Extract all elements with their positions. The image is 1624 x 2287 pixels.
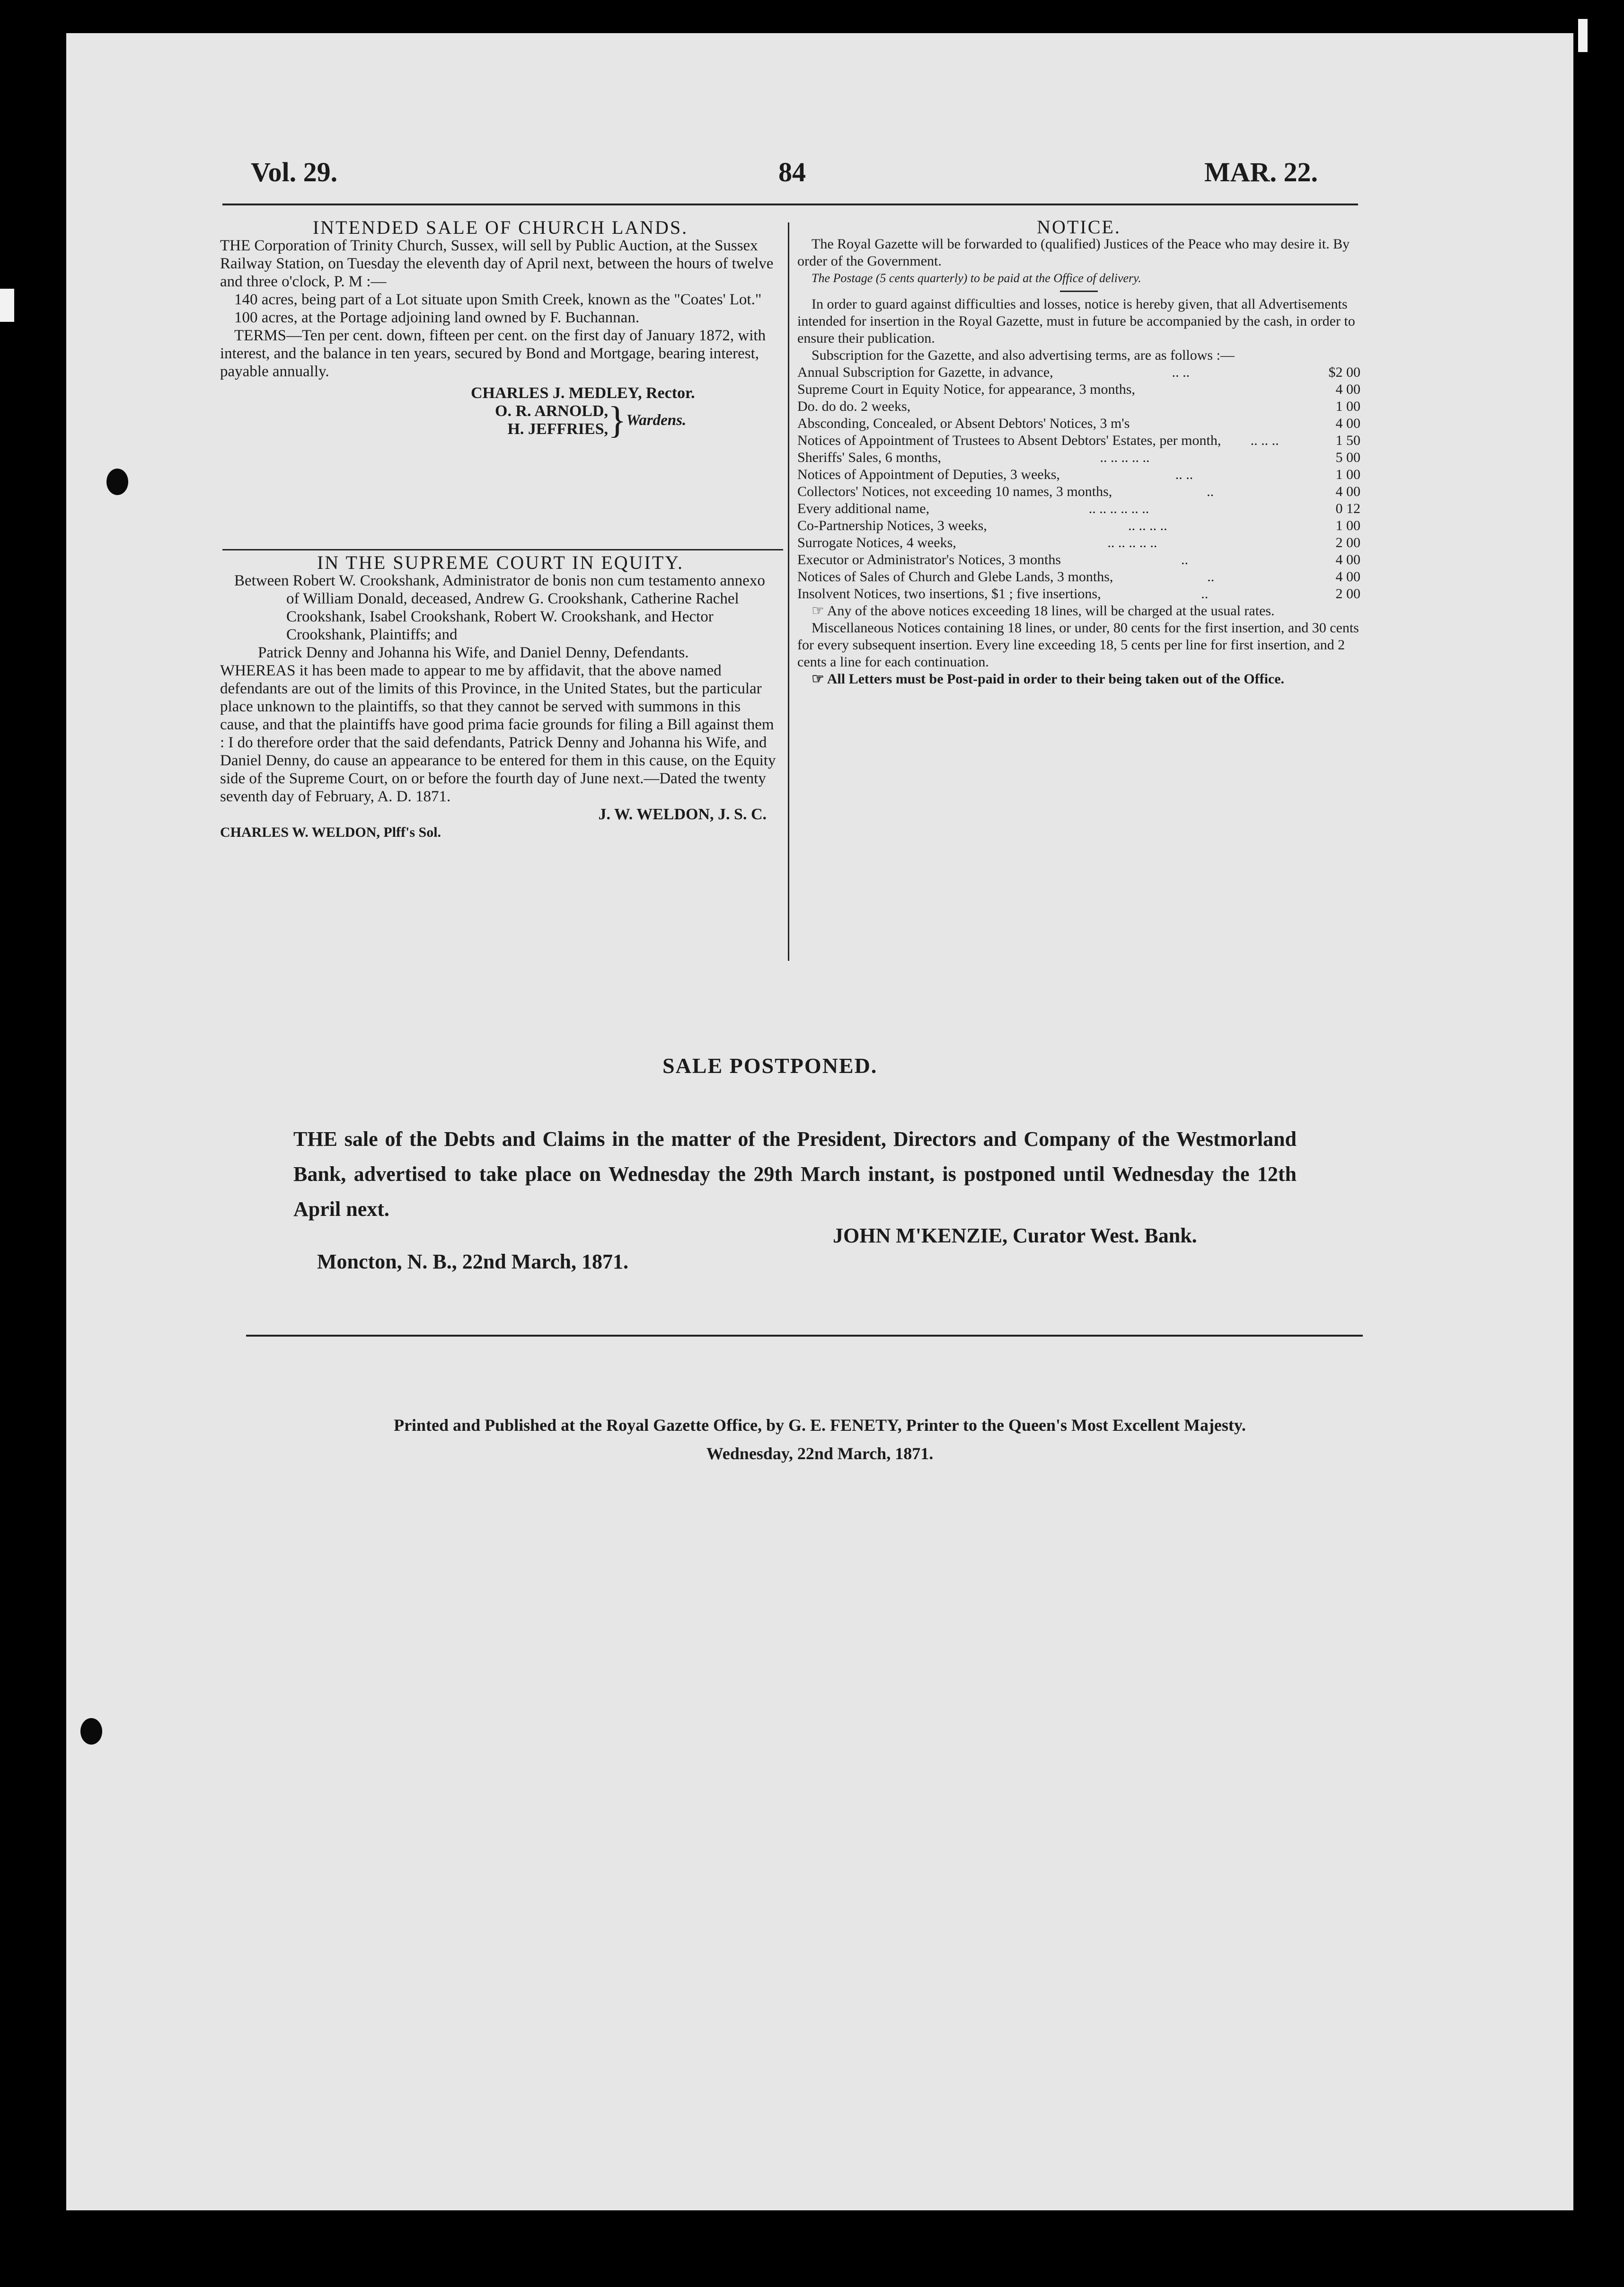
fee-label: Notices of Appointment of Deputies, 3 weeks, [797,467,1060,482]
footer-rule [246,1335,1363,1337]
fee-leader: .. .. .. [1250,433,1279,448]
fee-label: Do. do do. 2 weeks, [797,399,911,414]
wardens-label: Wardens. [626,412,687,429]
sale-body: THE sale of the Debts and Claims in the matter of the President, Directors and Company of the Westmorland Bank, advertised to take place on Wednesday the 29th March instant, is postponed until Wednesday the 12th April next. [293,1127,1297,1221]
imprint-date: Wednesday, 22nd March, 1871. [706,1444,934,1463]
punch-hole [106,469,128,495]
fee-leader: .. .. [1172,364,1190,380]
fee-label: Executor or Administrator's Notices, 3 months [797,552,1061,567]
notice-letters: All Letters must be Post-paid in order to their being taken out of the Office. [827,671,1285,687]
sale-place-date: Moncton, N. B., 22nd March, 1871. [317,1250,628,1273]
fee-amount: 5 00 [1335,450,1360,465]
church-lands-para: 140 acres, being part of a Lot situate upon Smith Creek, known as the "Coates' Lot." [234,291,762,308]
fee-leader: .. [1207,569,1215,585]
church-lands-para: 100 acres, at the Portage adjoining land owned by F. Buchannan. [234,309,640,326]
notice-rates: Any of the above notices exceeding 18 lines, will be charged at the usual rates. [827,603,1275,619]
fee-leader: .. [1207,484,1214,499]
fee-leader: .. .. [1175,467,1193,482]
section-rule [222,549,783,550]
fee-amount: 4 00 [1335,381,1360,397]
notice-column [797,216,1360,688]
fee-label: Notices of Sales of Church and Glebe Lands, 3 months, [797,569,1113,585]
edge-mark [0,289,14,322]
fee-leader: .. [1201,586,1209,602]
fee-amount: 4 00 [1335,569,1360,585]
fee-label: Absconding, Concealed, or Absent Debtors' Notices, 3 m's [797,416,1130,431]
notice-paragraph [797,603,1360,620]
column-divider [788,222,789,961]
fee-leader: .. .. .. .. .. [1107,535,1157,550]
fee-amount: 4 00 [1335,416,1360,431]
fee-leader: .. .. .. .. .. .. [1088,501,1149,516]
fee-amount: 4 00 [1335,484,1360,499]
fee-row [797,449,1360,466]
edge-mark [1578,19,1588,52]
fee-label: Insolvent Notices, two insertions, $1 ; five insertions, [797,586,1101,602]
signatories [466,384,781,441]
fee-label: Surrogate Notices, 4 weeks, [797,535,956,550]
fee-row [797,585,1360,603]
fee-row [797,534,1360,551]
fee-leader [1130,415,1308,432]
equity-parties: Between Robert W. Crookshank, Administrator de bonis non cum testamento annexo of William Donald, deceased, Andrew G. Crookshank, Catherine Rachel Crookshank, Isabel Crookshank, Robert W. Crookshank, and Hector Crookshank, Plaintiffs; and [234,572,765,643]
fee-row [797,551,1360,568]
church-lands-notice [220,217,781,441]
wardens-block [466,399,781,441]
notice-postage: The Postage (5 cents quarterly) to be paid at the Office of delivery. [812,271,1141,285]
pointing-hand-icon: ☞ [812,671,827,687]
church-lands-title: INTENDED SALE OF CHURCH LANDS. [312,217,688,238]
equity-body: WHEREAS it has been made to appear to me by affidavit, that the above named defendants are out of the limits of this Province, in the United States, but the particular place unknown to the plaintiffs, so that they cannot be served with summons in this cause, and that the plaintiffs have good prima facie grounds for filing a Bill against them : I do therefore order that the said defendants, Patrick Denny and Johanna his Wife, and Daniel Denny, do cause an appearance to be entered for them in this cause, on the Equity side of the Supreme Court, on or before the fourth day of June next.—Dated the twenty seventh day of February, A. D. 1871. [220,662,776,805]
fee-leader [910,398,1308,415]
fee-label: Annual Subscription for Gazette, in advance, [797,364,1053,380]
fee-row [797,398,1360,415]
sale-signer: JOHN M'KENZIE, Curator West. Bank. [833,1224,1197,1247]
issue-date: MAR. 22. [1204,157,1318,187]
judge-signature: J. W. WELDON, J. S. C. [598,806,767,823]
church-lands-para: THE Corporation of Trinity Church, Sussex, will sell by Public Auction, at the Sussex Railway Station, on Tuesday the eleventh day of April next, between the hours of twelve and three o'clock, P. M :— [220,237,774,290]
fee-label: Collectors' Notices, not exceeding 10 names, 3 months, [797,484,1112,499]
notice-paragraph: Subscription for the Gazette, and also advertising terms, are as follows :— [812,347,1235,363]
fee-amount: 2 00 [1335,586,1360,602]
fee-label: Every additional name, [797,501,930,516]
fee-table [797,364,1360,603]
page-number: 84 [778,157,806,187]
fee-leader: .. .. .. .. [1128,518,1167,533]
church-lands-terms: TERMS—Ten per cent. down, fifteen per cent. on the first day of January 1872, with interest, and the balance in ten years, secured by Bond and Mortgage, bearing interest, payable annually. [220,327,766,380]
fee-amount: 1 00 [1335,518,1360,533]
brace-icon: } [608,399,627,441]
notice-title: NOTICE. [1037,216,1121,238]
fee-leader: .. .. .. .. .. [1100,450,1150,465]
fee-row [797,432,1360,449]
fee-amount: 1 50 [1335,433,1360,448]
fee-row [797,381,1360,398]
header-rule [222,204,1358,205]
fee-label: Sheriffs' Sales, 6 months, [797,450,942,465]
fee-label: Supreme Court in Equity Notice, for appearance, 3 months, [797,381,1135,397]
imprint-line: Printed and Published at the Royal Gazette Office, by G. E. FENETY, Printer to the Queen's Most Excellent Majesty. [394,1416,1246,1435]
punch-hole [80,1718,102,1745]
sale-title: SALE POSTPONED. [662,1054,878,1078]
warden-name: O. R. ARNOLD, [495,402,608,420]
notice-paragraph [797,671,1360,688]
fee-leader [1135,381,1308,398]
fee-amount: 1 00 [1335,467,1360,482]
pointing-hand-icon: ☞ [812,603,827,619]
notice-paragraph: Miscellaneous Notices containing 18 lines, or under, 80 cents for the first insertion, and 30 cents for every subsequent insertion. Every line exceeding 18, 5 cents per line for first insertion, and 2 cents a line for each continuation. [797,620,1359,670]
fee-amount: 1 00 [1335,399,1360,414]
fee-amount: $2 00 [1328,364,1360,380]
notice-paragraph: In order to guard against difficulties and losses, notice is hereby given, that all Advertisements intended for insertion in the Royal Gazette, must in future be accompanied by the cash, in order to ensure their publication. [797,296,1355,346]
warden-name: H. JEFFRIES, [507,420,608,438]
solicitor-signature: CHARLES W. WELDON, Plff's Sol. [220,824,441,840]
notice-paragraph: The Royal Gazette will be forwarded to (qualified) Justices of the Peace who may desire it. By order of the Government. [797,236,1350,269]
fee-row [797,415,1360,432]
fee-amount: 4 00 [1335,552,1360,567]
fee-leader: .. [1181,552,1188,567]
fee-row [797,364,1360,381]
fee-row [797,483,1360,500]
fee-row [797,466,1360,483]
fee-amount: 0 12 [1335,501,1360,516]
divider [1060,291,1098,292]
fee-label: Notices of Appointment of Trustees to Absent Debtors' Estates, per month, [797,433,1221,448]
fee-amount: 2 00 [1335,535,1360,550]
fee-row [797,500,1360,517]
fee-row [797,568,1360,585]
equity-defendants: Patrick Denny and Johanna his Wife, and Daniel Denny, Defendants. [258,644,689,661]
fee-label: Co-Partnership Notices, 3 weeks, [797,518,987,533]
fee-row [797,517,1360,534]
rector-signature: CHARLES J. MEDLEY, Rector. [471,384,695,402]
equity-title: IN THE SUPREME COURT IN EQUITY. [317,552,684,573]
equity-notice [220,554,781,842]
volume-number: Vol. 29. [251,157,338,187]
